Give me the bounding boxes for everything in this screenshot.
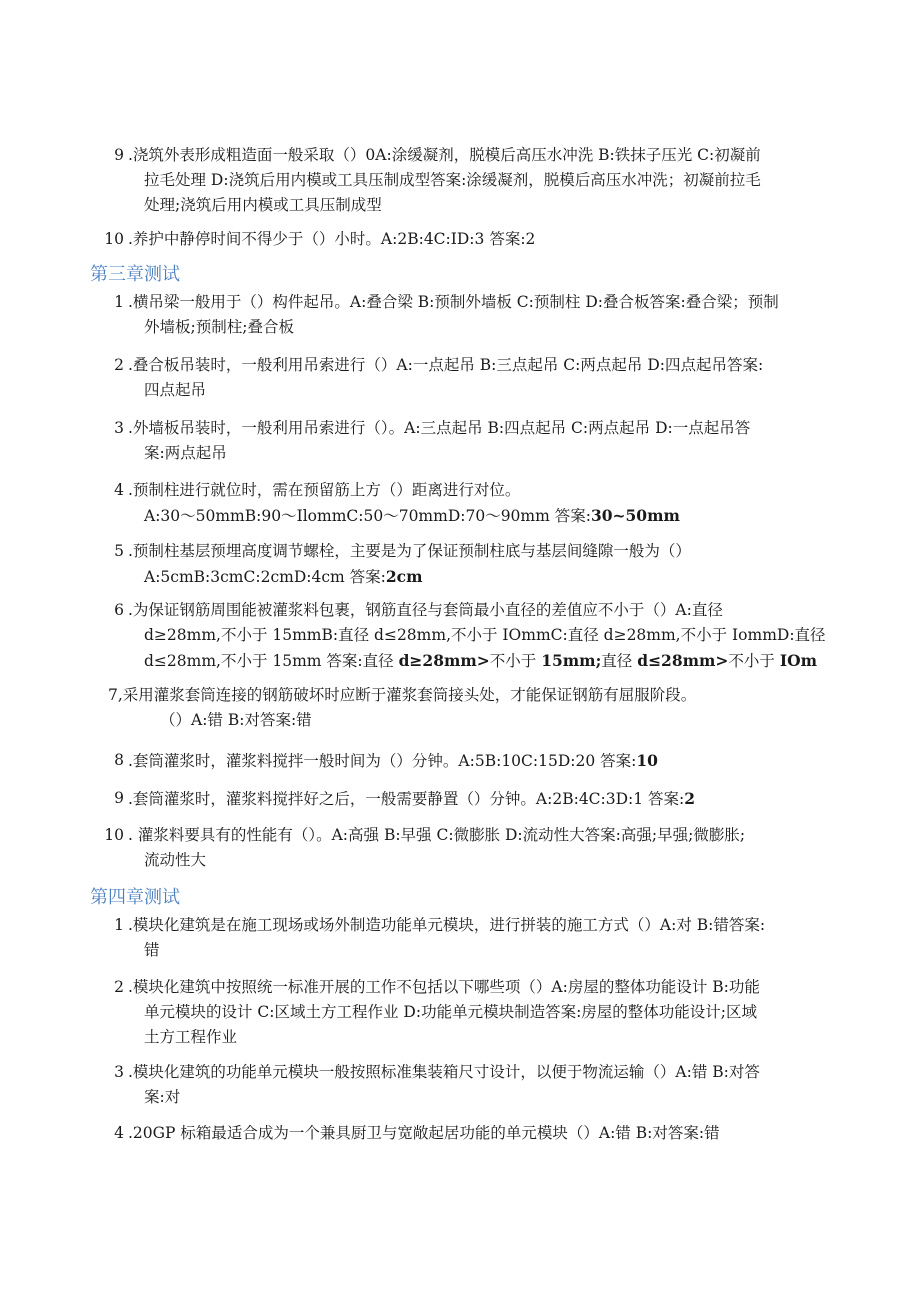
chapter-3-heading: 第三章测试	[90, 264, 180, 285]
answer-bold: 30~50mm	[590, 506, 680, 525]
question-number: 7	[108, 686, 118, 704]
question-text: .20GP 标箱最适合成为一个兼具厨卫与宽敞起居功能的单元模块（）A:错 B:对答案:错	[128, 1124, 720, 1142]
question-text: .预制柱基层预埋高度调节螺栓，主要是为了保证预制柱底与基层间缝隙一般为（） A:5cmB:3cmC:2cmD:4cm 答案:2cm	[128, 542, 691, 586]
answer-bold: 10	[636, 751, 658, 770]
question-number: 1	[114, 916, 124, 934]
question-text: .模块化建筑中按照统一标准开展的工作不包括以下哪些项（）A:房屋的整体功能设计 B:功能 单元模块的设计 C:区域土方工程作业 D:功能单元模块制造答案:房屋的整体功能设计;区域 土方工程作业	[128, 978, 760, 1046]
question-number: 5	[114, 542, 124, 560]
question-text: .模块化建筑的功能单元模块一般按照标准集装箱尺寸设计，以便于物流运输（）A:错 B:对答 案:对	[128, 1063, 760, 1106]
question-text: .养护中静停时间不得少于（）小时。A:2B:4C:ID:3 答案:2	[128, 230, 536, 248]
question-text: .套筒灌浆时，灌浆料搅拌一般时间为（）分钟。A:5B:10C:15D:20 答案:10	[128, 751, 658, 770]
question-number: 9	[114, 789, 124, 807]
question-text: .叠合板吊装时，一般利用吊索进行（）A:一点起吊 B:三点起吊 C:两点起吊 D:四点起吊答案: 四点起吊	[128, 356, 764, 399]
answer-bold: 2cm	[385, 567, 423, 586]
question-text: .浇筑外表形成粗造面一般采取（）0A:涂缓凝剂，脱模后高压水冲洗 B:铁抹子压光 C:初凝前 拉毛处理 D:浇筑后用内模或工具压制成型答案:涂缓凝剂，脱模后高压水冲洗；初凝前拉毛 处理;浇筑后用内模或工具压制成型	[128, 146, 761, 214]
question-number: 4	[114, 1124, 124, 1142]
question-number: 3	[114, 1063, 124, 1081]
question-number: 4	[114, 481, 124, 499]
question-text: 7,采用灌浆套筒连接的钢筋破坏时应断于灌浆套筒接头处，才能保证钢筋有屈服阶段。 （）A:错 B:对答案:错	[108, 686, 697, 729]
question-text: .模块化建筑是在施工现场或场外制造功能单元模块，进行拼装的施工方式（）A:对 B:错答案: 错	[128, 916, 766, 959]
question-text: .横吊梁一般用于（）构件起吊。A:叠合梁 B:预制外墙板 C:预制柱 D:叠合板答案:叠合梁；预制 外墙板;预制柱;叠合板	[128, 293, 779, 336]
chapter-4-heading: 第四章测试	[90, 887, 180, 908]
question-number: 2	[114, 978, 124, 996]
answer-bold: 2	[684, 789, 696, 808]
question-text: .套筒灌浆时，灌浆料搅拌好之后，一般需要静置（）分钟。A:2B:4C:3D:1 答案:2	[128, 789, 696, 808]
question-number: 9	[114, 146, 124, 164]
question-text: .外墙板吊装时，一般利用吊索进行（）。A:三点起吊 B:四点起吊 C:两点起吊 D:一点起吊答 案:两点起吊	[128, 419, 751, 462]
question-number: 8	[114, 751, 124, 769]
question-number: 10	[104, 230, 124, 248]
question-number: 2	[114, 356, 124, 374]
question-text: .为保证钢筋周围能被灌浆料包裹，钢筋直径与套筒最小直径的差值应不小于（）A:直径 d≥28mm,不小于 15mmB:直径 d≤28mm,不小于 IOmmC:直径 d≥28mm,不小于 IommD:直径 d≤28mm,不小于 15mm 答案:直径 d≥28mm>不小于 15mm;直径 d≤28mm>不小于 IOm	[128, 601, 826, 670]
question-number: 10	[104, 826, 124, 844]
question-number: 6	[114, 601, 124, 619]
question-number: 1	[114, 293, 124, 311]
question-text: . 灌浆料要具有的性能有（）。A:高强 B:早强 C:微膨胀 D:流动性大答案:高强;早强;微膨胀; 流动性大	[128, 826, 746, 869]
question-text: .预制柱进行就位时，需在预留筋上方（）距离进行对位。 A:30～50mmB:90～IlommC:50～70mmD:70～90mm 答案:30~50mm	[128, 481, 680, 525]
question-number: 3	[114, 419, 124, 437]
